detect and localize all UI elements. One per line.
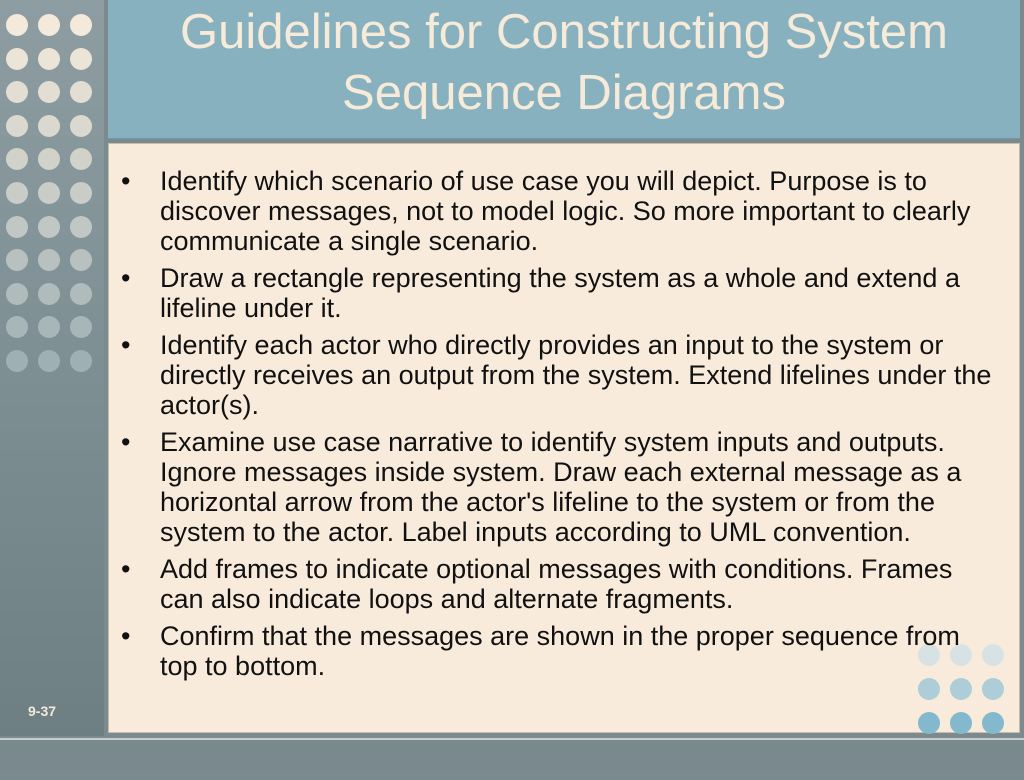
decorative-dot: [38, 48, 60, 70]
bullet-marker: •: [121, 263, 131, 293]
decorative-dot: [38, 216, 60, 238]
decorative-dot-grid-left: [6, 14, 92, 384]
bullet-text: Identify which scenario of use case you will depict. Purpose is to discover messages, not to model logic. So more important to clearly communicate a single scenario.: [160, 166, 971, 256]
bullet-text: Confirm that the messages are shown in the proper sequence from top to bottom.: [160, 621, 960, 681]
left-sidebar: [0, 0, 104, 736]
footer-band: [0, 738, 1024, 770]
decorative-dot: [6, 350, 28, 372]
bullet-marker: •: [121, 166, 131, 196]
decorative-dot: [6, 316, 28, 338]
decorative-dot: [6, 148, 28, 170]
bullet-text: Add frames to indicate optional messages with conditions. Frames can also indicate loops and alternate fragments.: [160, 554, 953, 614]
decorative-dot: [6, 48, 28, 70]
bullet-text: Identify each actor who directly provides an input to the system or directly receives an output from the system. Extend lifelines under the actor(s).: [160, 330, 992, 420]
decorative-dot: [6, 249, 28, 271]
decorative-dot: [982, 712, 1004, 734]
decorative-dot: [6, 283, 28, 305]
bullet-item: [117, 554, 997, 614]
bullet-marker: •: [121, 330, 131, 360]
decorative-dot: [70, 216, 92, 238]
bullet-marker: •: [121, 621, 131, 651]
decorative-dot: [6, 182, 28, 204]
bullet-item: [117, 621, 997, 681]
decorative-dot: [70, 249, 92, 271]
decorative-dot: [70, 350, 92, 372]
decorative-dot: [6, 216, 28, 238]
bullet-text: Draw a rectangle representing the system as a whole and extend a lifeline under it.: [160, 263, 960, 323]
bullet-marker: •: [121, 554, 131, 584]
decorative-dot: [38, 115, 60, 137]
bullet-item: [117, 427, 997, 547]
decorative-dot: [6, 14, 28, 36]
decorative-dot: [70, 81, 92, 103]
decorative-dot: [70, 14, 92, 36]
bullet-text: Examine use case narrative to identify system inputs and outputs. Ignore messages inside system. Draw each external message as a horizontal arrow from the actor's lifeline to the system or from the system to the actor. Label inputs according to UML convention.: [160, 427, 962, 547]
decorative-dot: [918, 712, 940, 734]
decorative-dot: [70, 283, 92, 305]
slide-title: Guidelines for Constructing System Sequence Diagrams: [180, 5, 948, 120]
decorative-dot: [38, 14, 60, 36]
decorative-dot: [38, 249, 60, 271]
decorative-dot: [70, 316, 92, 338]
decorative-dot: [38, 283, 60, 305]
decorative-dot: [38, 148, 60, 170]
bullet-list: [117, 166, 997, 688]
decorative-dot: [950, 712, 972, 734]
bullet-item: [117, 330, 997, 420]
decorative-dot: [70, 48, 92, 70]
decorative-dot: [6, 115, 28, 137]
decorative-dot: [70, 115, 92, 137]
decorative-dot: [6, 81, 28, 103]
bullet-item: [117, 263, 997, 323]
title-band: [108, 0, 1020, 139]
bullet-item: [117, 166, 997, 256]
decorative-dot: [38, 182, 60, 204]
decorative-dot: [38, 350, 60, 372]
decorative-dot: [70, 182, 92, 204]
decorative-dot: [38, 81, 60, 103]
decorative-dot: [70, 148, 92, 170]
decorative-dot: [38, 316, 60, 338]
bullet-marker: •: [121, 427, 131, 457]
slide-number: 9-37: [28, 703, 57, 719]
